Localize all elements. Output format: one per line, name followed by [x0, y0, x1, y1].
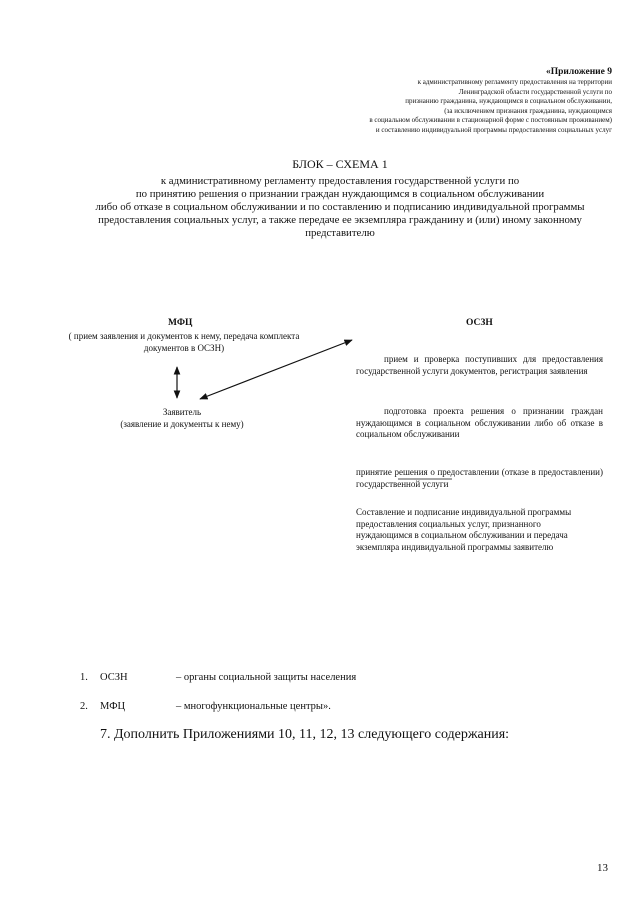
page-number: 13 — [597, 862, 608, 874]
amendment-text: 7. Дополнить Приложениями 10, 11, 12, 13 следующего содержания: — [100, 727, 510, 742]
appendix-line: (за исключением признания гражданина, нуждающимся — [444, 106, 612, 115]
appendix-line: признанию гражданина, нуждающимся в социальном обслуживании, — [405, 97, 612, 106]
oszn-step: прием и проверка поступивших для предоставления государственной услуги документов, регистрация заявления — [356, 354, 603, 376]
scheme-line: к административному регламенту предоставления государственной услуги по — [160, 175, 520, 187]
abbreviation-item — [80, 700, 331, 713]
abbreviation-item — [80, 671, 356, 684]
appendix-line: Ленинградской области государственной услуги по — [458, 87, 612, 96]
oszn-step: принятие решения о предоставлении (отказе в предоставлении) государственной услуги — [356, 467, 603, 489]
abbreviation-key: МФЦ — [100, 701, 126, 712]
scheme-line: представителю — [305, 227, 375, 239]
abbreviation-number: 1. — [80, 672, 88, 683]
applicant-label: Заявитель — [162, 407, 202, 417]
mfc-heading: МФЦ — [168, 318, 193, 328]
abbreviation-value: – органы социальной защиты населения — [176, 672, 357, 683]
scheme-title: БЛОК – СХЕМА 1 — [292, 157, 388, 171]
appendix-line: и составлению индивидуальной программы предоставления социальных услуг — [375, 125, 612, 134]
mfc-description: ( прием заявления и документов к нему, передача комплекта документов в ОСЗН) — [68, 331, 300, 353]
oszn-step: Составление и подписание индивидуальной программы предоставления социальных услуг, признанного нуждающимся в социальном обслуживании и передача экземпляра индивидуальной программы заявителю — [356, 507, 572, 552]
abbreviation-key: ОСЗН — [100, 672, 128, 683]
scheme-line: либо об отказе в социальном обслуживании и по составлению и подписанию индивидуальной программы — [95, 201, 585, 213]
scheme-line: по принятию решения о признании граждан нуждающимся в социальном обслуживании — [135, 188, 545, 200]
applicant-note: (заявление и документы к нему) — [120, 418, 244, 429]
abbreviation-number: 2. — [80, 701, 88, 712]
applicant-oszn-arrow — [200, 340, 352, 399]
scheme-line: предоставления социальных услуг, а также передаче ее экземпляра гражданину и (или) иному законному — [98, 214, 582, 226]
oszn-step: подготовка проекта решения о признании граждан нуждающимся в социальном обслуживании либо об отказе в социальном обслуживании — [356, 406, 603, 439]
appendix-line: в социальном обслуживании в стационарной форме с постоянным проживанием) — [369, 116, 612, 125]
abbreviation-value: – многофункциональные центры». — [176, 701, 331, 712]
appendix-line: к административному регламенту предоставления на территории — [417, 78, 612, 86]
appendix-title: «Приложение 9 — [545, 67, 612, 77]
oszn-heading: ОСЗН — [466, 318, 493, 328]
